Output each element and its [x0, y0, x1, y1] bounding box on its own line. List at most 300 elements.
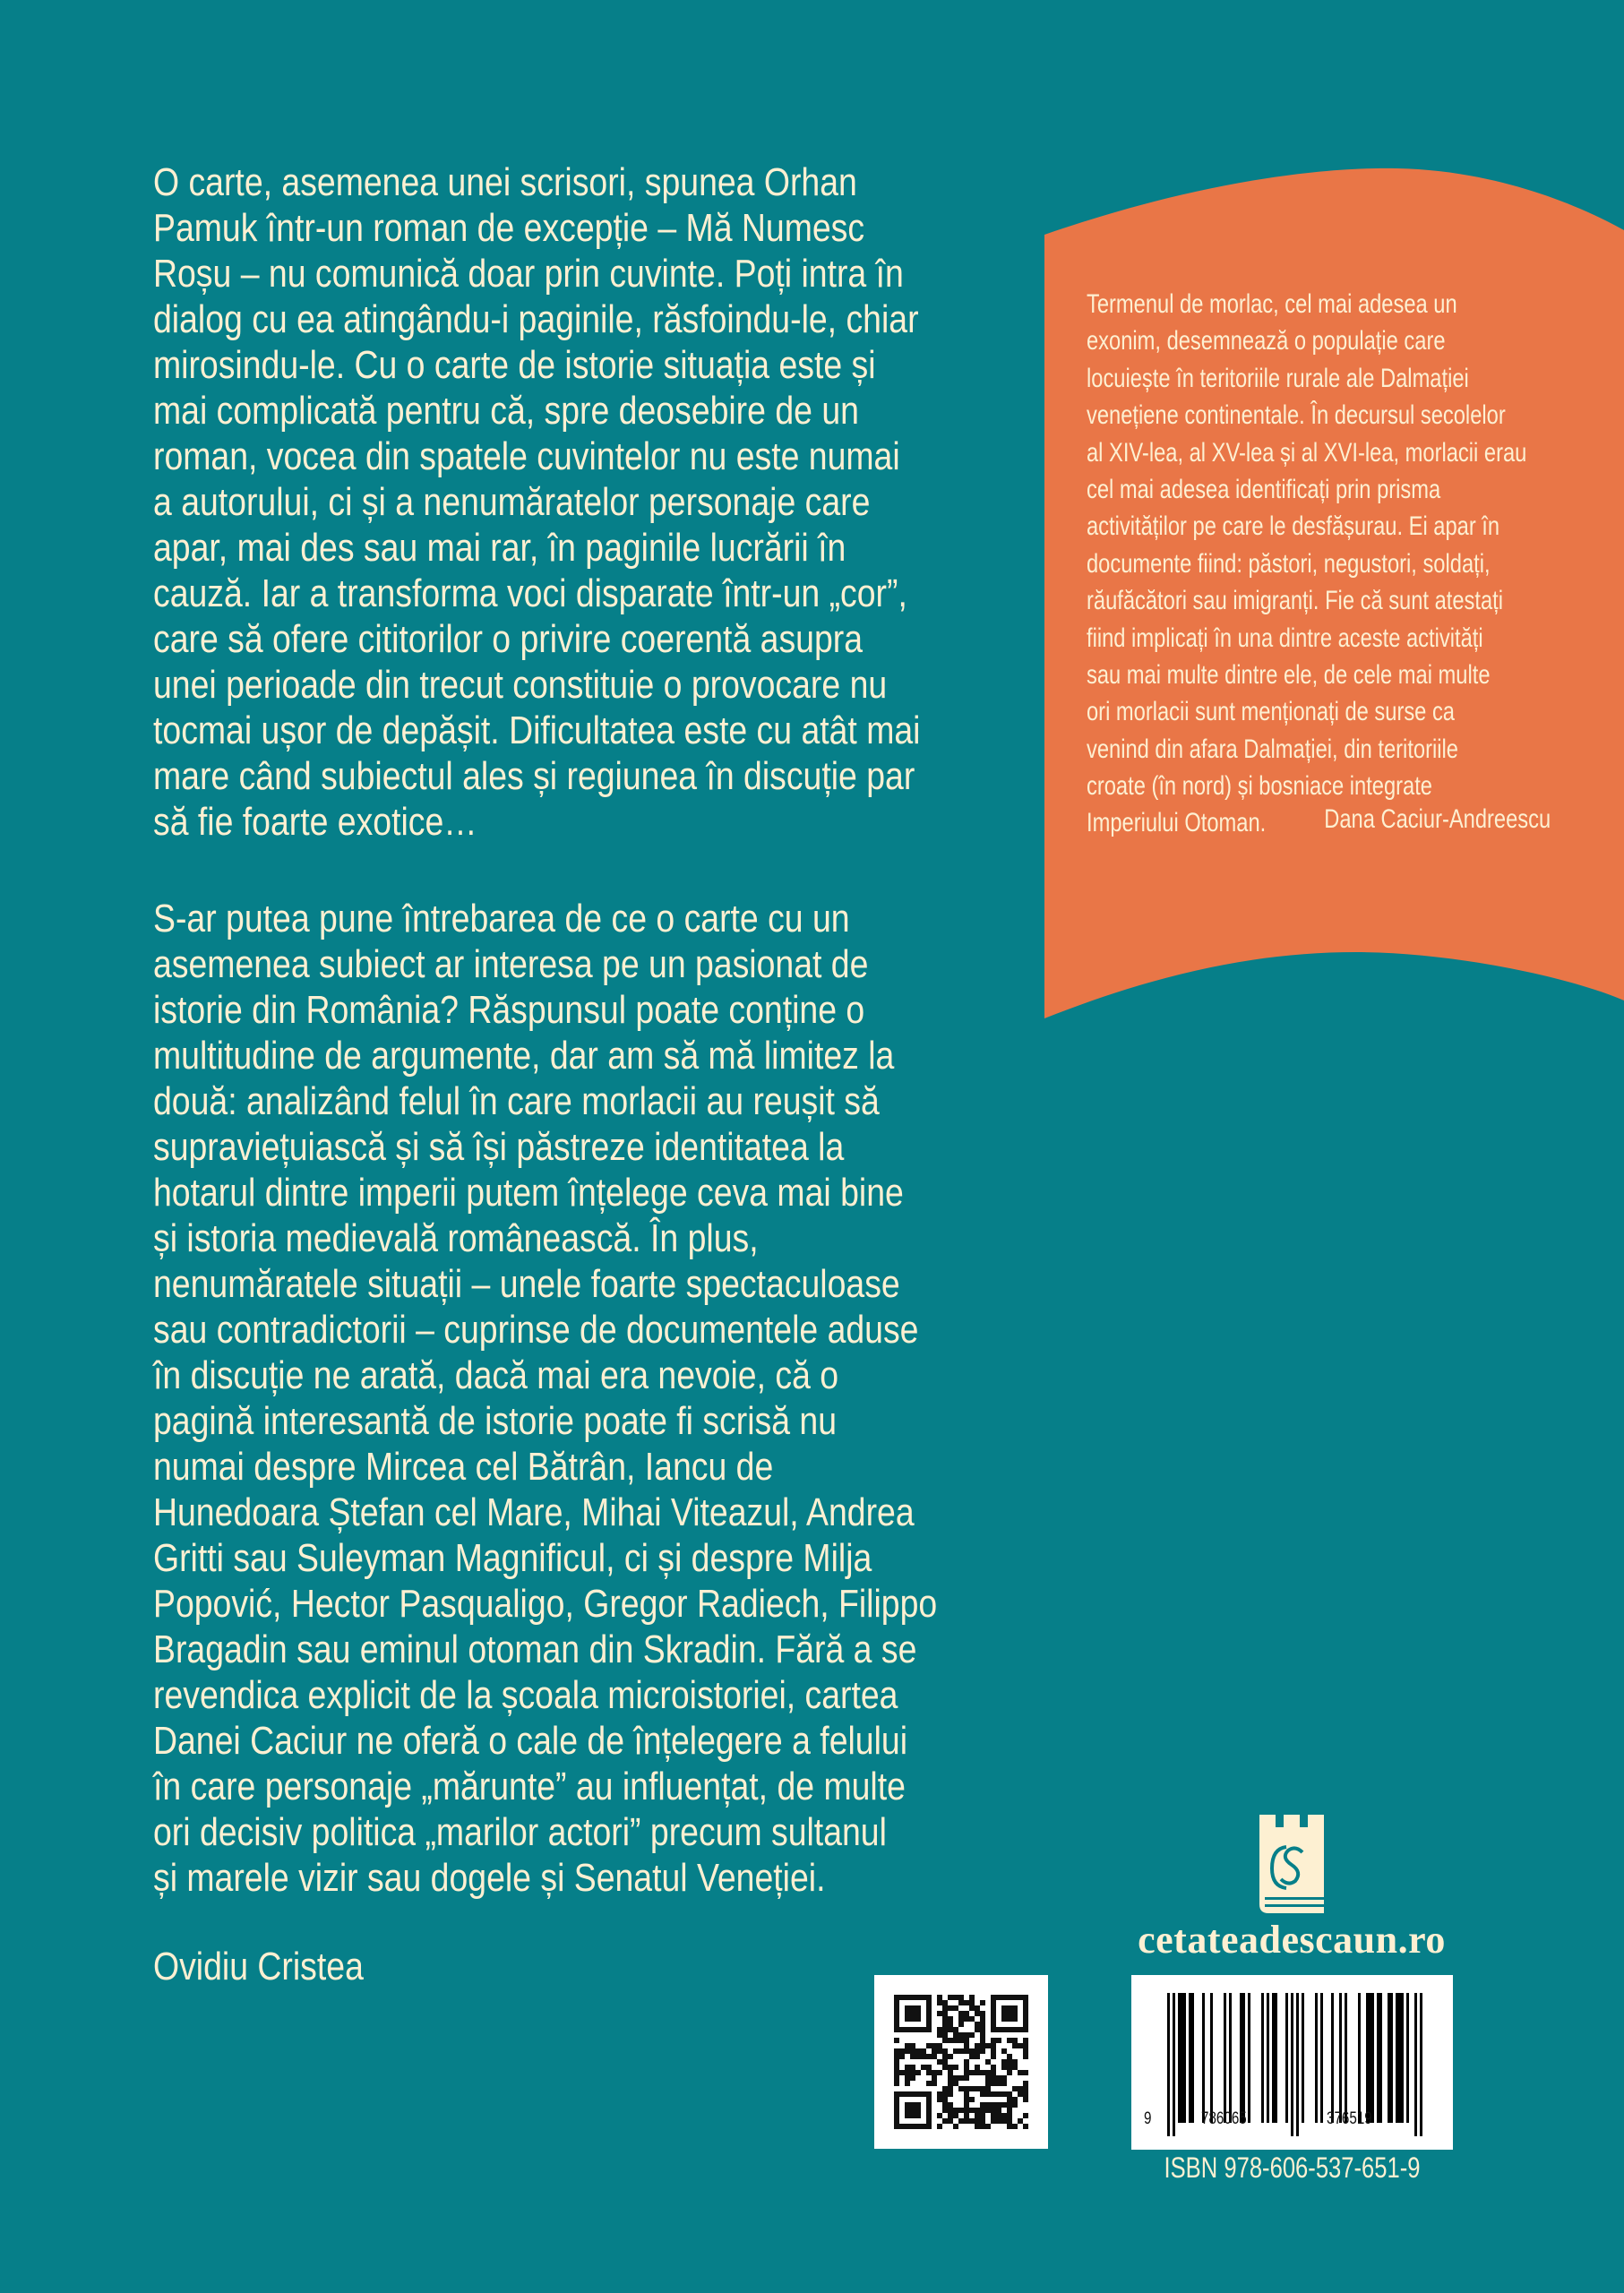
text-line: S-ar putea pune întrebarea de ce o carte cu un	[153, 897, 850, 940]
qr-module	[980, 2086, 985, 2091]
qr-module	[1012, 2065, 1018, 2070]
text-line: O carte, asemenea unei scrisori, spunea Orhan	[153, 160, 857, 204]
qr-module	[996, 2102, 1001, 2108]
qr-module	[991, 2091, 996, 2097]
qr-module	[958, 2011, 964, 2016]
qr-module	[964, 2000, 969, 2005]
text-line: venețiene continentale. În decursul secolelor	[1087, 400, 1506, 431]
barcode	[1131, 1975, 1453, 2150]
barcode-bar	[1181, 1993, 1183, 2123]
qr-module	[964, 2102, 969, 2108]
qr-module	[996, 2081, 1001, 2086]
text-line: pagină interesantă de istorie poate fi scrisă nu	[153, 1399, 838, 1443]
qr-module	[980, 2124, 985, 2129]
qr-module	[1001, 2118, 1007, 2124]
text-line: dialog cu ea atingându-i paginile, răsfoindu-le, chiar	[153, 297, 919, 341]
qr-module	[926, 1995, 932, 2032]
qr-module	[953, 1995, 958, 2000]
qr-module	[937, 2011, 942, 2016]
qr-module	[975, 2048, 980, 2054]
qr-module	[980, 2108, 985, 2113]
qr-module	[942, 2005, 948, 2011]
qr-module	[1012, 2097, 1018, 2102]
qr-module	[910, 2070, 915, 2075]
qr-module	[905, 2081, 910, 2086]
qr-module	[948, 2016, 953, 2022]
barcode-bar	[1358, 1993, 1361, 2123]
barcode-bar	[1272, 1993, 1275, 2123]
qr-module	[942, 2027, 948, 2032]
qr-module	[991, 1995, 996, 2032]
qr-module	[991, 2043, 996, 2048]
barcode-bar	[1414, 1993, 1417, 2136]
qr-module	[1007, 2091, 1012, 2097]
qr-module	[975, 2005, 980, 2011]
qr-module	[899, 2070, 905, 2075]
qr-module	[1023, 2097, 1028, 2102]
qr-module	[969, 2086, 975, 2091]
qr-module	[996, 2038, 1001, 2043]
qr-module	[980, 2048, 985, 2054]
qr-module	[921, 2054, 926, 2059]
text-line: roman, vocea din spatele cuvintelor nu este numai	[153, 434, 900, 478]
qr-module	[991, 2048, 996, 2054]
qr-module	[1023, 2086, 1028, 2091]
qr-module	[964, 2118, 969, 2124]
qr-module	[937, 2043, 942, 2048]
qr-module	[964, 2070, 969, 2075]
qr-module	[964, 2113, 969, 2118]
qr-module	[964, 2108, 969, 2113]
qr-module	[932, 2070, 937, 2075]
qr-module	[894, 2065, 899, 2070]
second-paragraph	[153, 896, 937, 1901]
qr-module	[969, 2005, 975, 2011]
qr-module	[985, 2043, 991, 2048]
publisher-website[interactable]: cetateadescaun.ro	[1138, 1918, 1446, 1962]
barcode-bar	[1320, 1993, 1323, 2123]
qr-module	[953, 2113, 958, 2118]
qr-module	[894, 2091, 899, 2129]
qr-code-icon	[874, 1975, 1048, 2149]
qr-module	[905, 2102, 921, 2118]
qr-module	[894, 2038, 899, 2043]
qr-module	[969, 2108, 975, 2113]
qr-module	[948, 2075, 953, 2081]
qr-module	[980, 2027, 985, 2032]
qr-module	[932, 2048, 937, 2054]
qr-module	[969, 2070, 975, 2075]
text-line: mirosindu-le. Cu o carte de istorie situația este și	[153, 343, 876, 387]
qr-module	[985, 2075, 991, 2081]
qr-module	[1007, 2118, 1012, 2124]
qr-module	[975, 2027, 980, 2032]
qr-module	[894, 2091, 932, 2097]
qr-module	[948, 2022, 953, 2027]
text-line: supraviețuiască și să își păstreze identitatea la	[153, 1125, 845, 1169]
barcode-bar	[1339, 1993, 1342, 2123]
barcode-bar	[1345, 1993, 1347, 2123]
qr-module	[1001, 2005, 1018, 2022]
qr-module	[991, 2113, 996, 2118]
qr-module	[980, 2016, 985, 2022]
text-line: sau mai multe dintre ele, de cele mai multe	[1087, 659, 1491, 690]
qr-module	[1007, 2102, 1012, 2108]
qr-module	[894, 2081, 899, 2086]
qr-module	[1001, 2081, 1007, 2086]
qr-module	[948, 2070, 953, 2075]
qr-module	[905, 2043, 910, 2048]
qr-module	[937, 2097, 942, 2102]
qr-module	[964, 2048, 969, 2054]
qr-module	[942, 2054, 948, 2059]
qr-module	[937, 1995, 942, 2000]
qr-module	[1012, 2059, 1018, 2065]
barcode-bar	[1178, 1993, 1181, 2123]
barcode-bar	[1224, 1993, 1226, 2123]
qr-module	[937, 2124, 942, 2129]
qr-module	[905, 2075, 910, 2081]
qr-module	[964, 2097, 969, 2102]
qr-module	[964, 2091, 969, 2097]
qr-module	[964, 2059, 969, 2065]
qr-module	[1018, 2043, 1023, 2048]
text-line: fiind implicați în una dintre aceste activități	[1087, 623, 1483, 653]
text-line: ori decisiv politica „marilor actori” precum sultanul	[153, 1810, 887, 1854]
qr-module	[964, 2075, 969, 2081]
barcode-bar	[1420, 1993, 1422, 2136]
qr-module	[937, 2032, 942, 2038]
qr-module	[942, 2022, 948, 2027]
qr-module	[899, 2054, 905, 2059]
qr-module	[969, 2000, 975, 2005]
barcode-bar	[1285, 1993, 1288, 2123]
qr-module	[991, 2065, 996, 2070]
qr-module	[975, 2124, 980, 2129]
qr-module	[958, 2118, 964, 2124]
qr-module	[910, 2043, 915, 2048]
qr-module	[975, 2011, 980, 2016]
qr-module	[980, 2032, 985, 2038]
qr-module	[980, 2022, 985, 2027]
text-line: și istoria medievală românească. În plus,	[153, 1216, 759, 1260]
qr-module	[975, 2054, 980, 2059]
qr-module	[932, 2043, 937, 2048]
qr-module	[1001, 2065, 1007, 2070]
qr-module	[937, 2059, 942, 2065]
qr-module	[975, 2086, 980, 2091]
qr-module	[905, 2070, 910, 2075]
qr-module	[1018, 2086, 1023, 2091]
qr-module	[910, 2054, 915, 2059]
text-line: Hunedoara Ștefan cel Mare, Mihai Viteazul, Andrea	[153, 1490, 915, 1534]
qr-module	[905, 2048, 910, 2054]
qr-module	[975, 2070, 980, 2075]
qr-module	[980, 2011, 985, 2016]
text-line: două: analizând felul în care morlacii au reușit să	[153, 1079, 880, 1123]
barcode-bar	[1202, 1993, 1205, 2123]
text-line: Roșu – nu comunică doar prin cuvinte. Poți intra în	[153, 252, 904, 296]
qr-module	[1023, 2124, 1028, 2129]
qr-module	[1007, 2097, 1012, 2102]
quote-panel-author: Dana Caciur-Andreescu	[1324, 804, 1551, 834]
text-line: documente fiind: păstori, negustori, soldați,	[1087, 548, 1491, 579]
barcode-bar	[1379, 1993, 1382, 2123]
qr-module	[991, 2108, 996, 2113]
qr-module	[975, 2022, 980, 2027]
qr-module	[980, 2102, 985, 2108]
qr-module	[942, 2011, 948, 2016]
qr-module	[958, 2048, 964, 2054]
text-line: mai complicată pentru că, spre deosebire de un	[153, 389, 859, 433]
qr-module	[894, 1995, 932, 2000]
barcode-bar	[1398, 1993, 1401, 2123]
qr-module	[1023, 2043, 1028, 2048]
text-line: unei perioade din trecut constituie o provocare nu	[153, 663, 888, 707]
qr-module	[964, 2038, 969, 2043]
qr-module	[991, 2070, 996, 2075]
qr-module	[985, 2124, 991, 2129]
qr-module	[948, 2118, 953, 2124]
qr-module	[937, 2000, 942, 2005]
qr-module	[894, 2075, 899, 2081]
text-line: Gritti sau Suleyman Magnificul, ci și despre Milja	[153, 1536, 872, 1580]
qr-module	[975, 2108, 980, 2113]
qr-module	[942, 2118, 948, 2124]
qr-module	[948, 2102, 953, 2108]
signature-ovidiu-cristea: Ovidiu Cristea	[153, 1945, 364, 1988]
qr-module	[1023, 2054, 1028, 2059]
qr-module	[958, 2108, 964, 2113]
qr-module	[996, 2091, 1001, 2097]
text-line: mare când subiectul ales și regiunea în discuție par	[153, 754, 915, 798]
text-line: revendica explicit de la școala microistoriei, cartea	[153, 1673, 898, 1717]
text-line: ori morlacii sunt menționați de surse ca	[1087, 697, 1455, 727]
qr-module	[953, 2048, 958, 2054]
qr-module	[980, 2118, 985, 2124]
qr-module	[985, 2102, 991, 2108]
barcode-bar	[1388, 1993, 1390, 2123]
qr-module	[942, 2032, 948, 2038]
qr-module	[937, 2070, 942, 2075]
qr-module	[991, 2081, 996, 2086]
qr-module	[1001, 2075, 1007, 2081]
barcode-lead-digit: 9	[1144, 2109, 1152, 2128]
qr-module	[980, 2113, 985, 2118]
qr-module	[937, 2113, 942, 2118]
qr-module	[969, 2016, 975, 2022]
qr-module	[953, 2005, 958, 2011]
qr-module	[921, 2065, 926, 2070]
qr-module	[964, 2086, 969, 2091]
text-line: istorie din România? Răspunsul poate conține o	[153, 988, 865, 1032]
barcode-bar	[1261, 1993, 1264, 2123]
text-line: în discuție ne arată, dacă mai era nevoie, că o	[153, 1353, 839, 1397]
qr-module	[964, 2011, 969, 2016]
qr-module	[1023, 2113, 1028, 2118]
qr-module	[915, 2048, 921, 2054]
qr-module	[894, 2027, 932, 2032]
qr-module	[996, 2113, 1001, 2118]
barcode-bar	[1406, 1993, 1409, 2123]
text-line: și marele vizir sau dogele și Senatul Veneției.	[153, 1856, 826, 1900]
text-line: sau contradictorii – cuprinse de documentele aduse	[153, 1308, 919, 1352]
qr-module	[1007, 2065, 1012, 2070]
qr-module	[1012, 2038, 1018, 2043]
barcode-bar	[1240, 1993, 1242, 2123]
qr-module	[953, 2032, 958, 2038]
text-line: Bragadin sau eminul otoman din Skradin. Fără a se	[153, 1627, 917, 1671]
qr-module	[948, 2113, 953, 2118]
text-line: să fie foarte exotice…	[153, 800, 477, 844]
qr-module	[937, 2048, 942, 2054]
qr-module	[953, 2065, 958, 2070]
qr-module	[996, 2118, 1001, 2124]
barcode-bar	[1291, 1993, 1293, 2136]
qr-module	[948, 2091, 953, 2097]
text-line: care să ofere cititorilor o privire coerentă asupra	[153, 617, 864, 661]
barcode-bar	[1167, 1993, 1170, 2136]
qr-module	[937, 2027, 942, 2032]
qr-module	[1007, 2038, 1012, 2043]
qr-module	[991, 1995, 1028, 2000]
qr-module	[942, 2091, 948, 2097]
barcode-bar	[1331, 1993, 1334, 2123]
text-line: cel mai adesea identificați prin prisma	[1087, 474, 1441, 504]
qr-module	[991, 2075, 996, 2081]
qr-module	[975, 2065, 980, 2070]
qr-module	[942, 2038, 948, 2043]
qr-module	[1023, 1995, 1028, 2032]
qr-module	[969, 2097, 975, 2102]
qr-module	[921, 2048, 926, 2054]
text-line: cauză. Iar a transforma voci disparate într-un „cor”,	[153, 571, 907, 615]
qr-module	[964, 2065, 969, 2070]
barcode-bar	[1296, 1993, 1299, 2136]
qr-module	[996, 2075, 1001, 2081]
qr-module	[910, 2075, 915, 2081]
text-line: nenumăratele situații – unele foarte spectaculoase	[153, 1262, 900, 1306]
qr-module	[1007, 2108, 1012, 2113]
qr-module	[969, 2118, 975, 2124]
barcode-bar	[1242, 1993, 1245, 2123]
text-line: a autorului, ci și a nenumăratelor personaje care	[153, 480, 871, 524]
qr-module	[905, 2065, 910, 2070]
qr-module	[1007, 2113, 1012, 2118]
qr-module	[948, 2054, 953, 2059]
qr-module	[948, 2027, 953, 2032]
barcode-bar	[1366, 1993, 1369, 2123]
qr-module	[1001, 2113, 1007, 2118]
barcode-bar	[1371, 1993, 1374, 2123]
qr-module	[985, 2091, 991, 2097]
qr-module	[991, 2054, 996, 2059]
qr-module	[942, 2097, 948, 2102]
qr-module	[1012, 2043, 1018, 2048]
qr-module	[958, 2000, 964, 2005]
qr-module	[915, 2054, 921, 2059]
text-line: activităților pe care le desfășurau. Ei apar în	[1087, 511, 1500, 542]
qr-module	[1018, 2118, 1023, 2124]
quote-panel-text	[1087, 286, 1526, 842]
qr-module	[948, 2086, 953, 2091]
qr-module	[958, 1995, 964, 2000]
barcode-left-digits: 786065	[1201, 2109, 1247, 2128]
barcode-right-digits: 376519	[1327, 2109, 1372, 2128]
qr-code[interactable]	[874, 1975, 1048, 2149]
text-line: locuiește în teritoriile rurale ale Dalmației	[1087, 363, 1469, 393]
qr-module	[969, 2032, 975, 2038]
barcode-bar	[1377, 1993, 1379, 2123]
text-line: Imperiului Otoman.	[1087, 808, 1267, 838]
text-line: apar, mai des sau mai rar, în paginile lucrării în	[153, 526, 846, 570]
text-line: croate (în nord) și bosniace integrate	[1087, 771, 1433, 802]
qr-module	[894, 2059, 899, 2065]
qr-module	[969, 2054, 975, 2059]
qr-module	[932, 2075, 937, 2081]
qr-module	[1007, 2054, 1012, 2059]
qr-module	[948, 2065, 953, 2070]
qr-module	[1018, 2070, 1023, 2075]
qr-module	[996, 2108, 1001, 2113]
text-line: al XIV-lea, al XV-lea și al XVI-lea, morlacii erau	[1087, 437, 1527, 468]
text-line: multitudine de argumente, dar am să mă limitez la	[153, 1034, 895, 1078]
barcode-bar	[1189, 1993, 1191, 2123]
qr-module	[894, 1995, 899, 2032]
barcode-bar	[1401, 1993, 1404, 2123]
text-line: venind din afara Dalmației, din teritoriile	[1087, 734, 1458, 764]
qr-module	[932, 2054, 937, 2059]
text-line: tocmai ușor de depășit. Dificultatea este cu atât mai	[153, 709, 921, 752]
qr-module	[953, 2108, 958, 2113]
qr-module	[1023, 2038, 1028, 2043]
barcode-bar	[1315, 1993, 1318, 2123]
tower-book-cs-icon	[1259, 1815, 1324, 1913]
text-line: hotarul dintre imperii putem înțelege ceva mai bine	[153, 1171, 904, 1215]
qr-module	[1001, 2059, 1007, 2065]
qr-module	[899, 2048, 905, 2054]
intro-paragraph	[153, 159, 920, 845]
text-line: exonim, desemnează o populație care	[1087, 326, 1446, 356]
qr-module	[910, 2048, 915, 2054]
qr-module	[980, 2070, 985, 2075]
qr-module	[985, 2059, 991, 2065]
qr-module	[991, 2027, 1028, 2032]
text-line: răufăcători sau imigranți. Fie că sunt atestați	[1087, 586, 1504, 616]
qr-module	[964, 2032, 969, 2038]
qr-module	[985, 2108, 991, 2113]
qr-module	[926, 2081, 932, 2086]
qr-module	[1023, 2070, 1028, 2075]
qr-module	[905, 2005, 921, 2022]
qr-module	[980, 2000, 985, 2005]
barcode-bar	[1191, 1993, 1194, 2123]
qr-module	[942, 2016, 948, 2022]
qr-module	[1007, 2059, 1012, 2065]
qr-module	[991, 2102, 996, 2108]
qr-module	[953, 2075, 958, 2081]
qr-module	[942, 2000, 948, 2005]
barcode-bar	[1183, 1993, 1186, 2123]
qr-module	[953, 2124, 958, 2129]
text-line: Termenul de morlac, cel mai adesea un	[1087, 289, 1457, 319]
text-line: Danei Caciur ne oferă o cale de înțelegere a felului	[153, 1719, 908, 1763]
qr-module	[953, 2081, 958, 2086]
qr-module	[942, 2059, 948, 2065]
qr-module	[948, 2005, 953, 2011]
qr-module	[894, 2070, 899, 2075]
text-line: numai despre Mircea cel Bătrân, Iancu de	[153, 1445, 774, 1489]
